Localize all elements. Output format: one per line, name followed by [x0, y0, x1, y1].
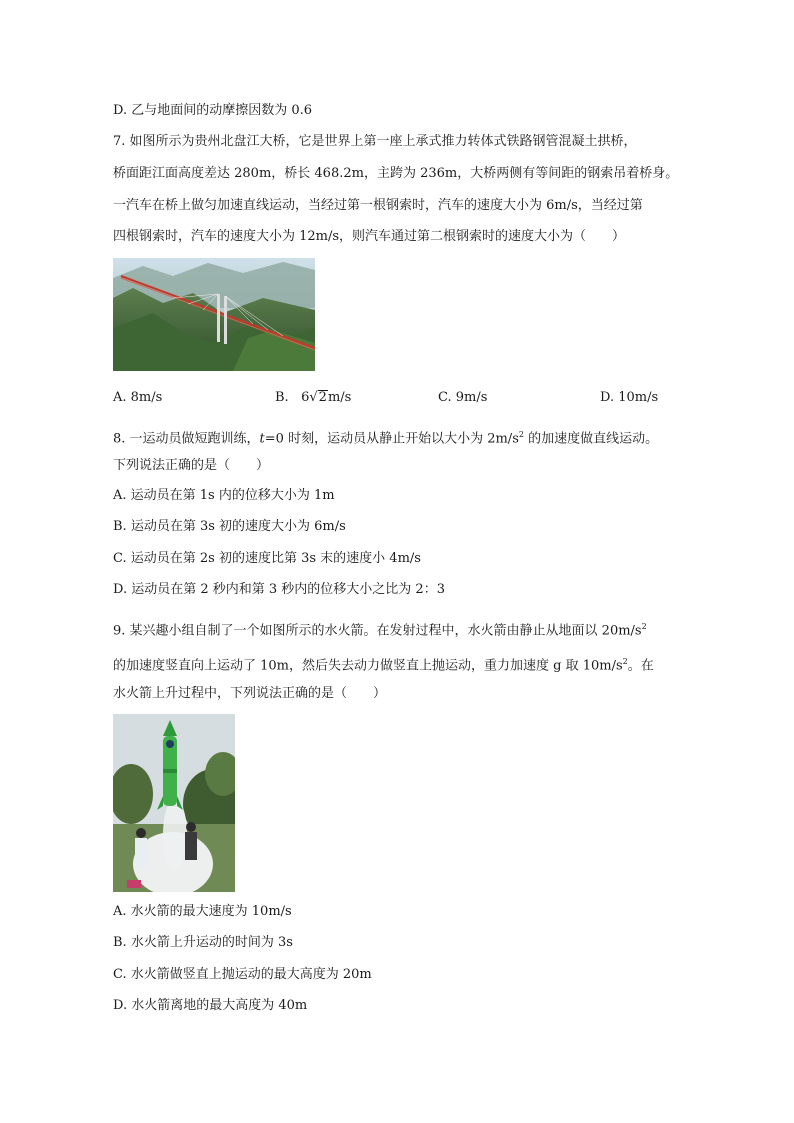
- q7-stem-line-3: 一汽车在桥上做匀加速直线运动，当经过第一根钢索时，汽车的速度大小为 6m/s，当经过第: [113, 198, 643, 213]
- q7-option-b-coef: 6: [301, 390, 310, 405]
- q8-stem-1c: 的加速度做直线运动。: [523, 431, 659, 447]
- q7-stem-line-2: 桥面距江面高度差达 280m，桥长 468.2m，主跨为 236m，大桥两侧有等间距的钢索吊着桥身。: [113, 166, 679, 181]
- q9-stem-2a: 的加速度竖直向上运动了 10m，然后失去动力做竖直上抛运动，重力加速度 g 取 10m/s: [113, 658, 623, 674]
- q8-option-c: C. 运动员在第 2s 初的速度比第 3s 末的速度小 4m/s: [113, 551, 421, 566]
- q7-stem-line-1: 7. 如图所示为贵州北盘江大桥，它是世界上第一座上承式推力转体式铁路钢管混凝土拱桥，: [113, 134, 637, 149]
- q8-stem-sup: 2: [518, 430, 524, 439]
- q8-stem-1a: 8. 一运动员做短跑训练，: [113, 431, 260, 447]
- q9-stem-line-3: 水火箭上升过程中，下列说法正确的是（ ）: [113, 686, 387, 701]
- q7-option-c: C. 9m/s: [438, 390, 488, 405]
- q8-option-b: B. 运动员在第 3s 初的速度大小为 6m/s: [113, 519, 346, 534]
- q8-stem-t: t: [259, 431, 265, 447]
- q7-options-row: [113, 388, 673, 408]
- q9-stem-1-sup: 2: [641, 622, 647, 631]
- q9-option-a: A. 水火箭的最大速度为 10m/s: [113, 904, 292, 919]
- q7-option-b-unit: m/s: [327, 390, 352, 405]
- q8-option-a: A. 运动员在第 1s 内的位移大小为 1m: [113, 488, 335, 503]
- q9-stem-line-2: [113, 652, 654, 676]
- q9-stem-2-sup: 2: [622, 657, 628, 666]
- q8-stem-line-1: [113, 425, 658, 449]
- q8-option-d: D. 运动员在第 2 秒内和第 3 秒内的位移大小之比为 2：3: [113, 582, 445, 597]
- q9-option-d: D. 水火箭离地的最大高度为 40m: [113, 998, 308, 1013]
- bridge-photo: [113, 258, 315, 371]
- q7-option-d: D. 10m/s: [600, 390, 659, 405]
- q8-stem-1b: =0 时刻，运动员从静止开始以大小为 2m/s: [264, 431, 519, 447]
- q7-option-b-label: B.: [275, 390, 289, 405]
- q7-option-b-radicand: 2: [318, 390, 327, 405]
- q7-option-b: B. 6√2m/s: [275, 390, 352, 405]
- q7-option-a: A. 8m/s: [113, 390, 163, 405]
- q9-stem-2b: 。在: [627, 658, 654, 674]
- q9-stem-line-1: [113, 617, 647, 641]
- q8-stem-line-2: 下列说法正确的是（ ）: [113, 458, 270, 473]
- q9-option-c: C. 水火箭做竖直上抛运动的最大高度为 20m: [113, 967, 372, 982]
- q7-stem-line-4: 四根钢索时，汽车的速度大小为 12m/s，则汽车通过第二根钢索时的速度大小为（ ）: [113, 229, 626, 244]
- q9-stem-1a: 9. 某兴趣小组自制了一个如图所示的水火箭。在发射过程中，水火箭由静止从地面以 20m/s: [113, 623, 642, 639]
- q9-option-b: B. 水火箭上升运动的时间为 3s: [113, 935, 293, 950]
- water-rocket-photo: [113, 714, 235, 892]
- q6-option-d: D. 乙与地面间的动摩擦因数为 0.6: [113, 103, 313, 118]
